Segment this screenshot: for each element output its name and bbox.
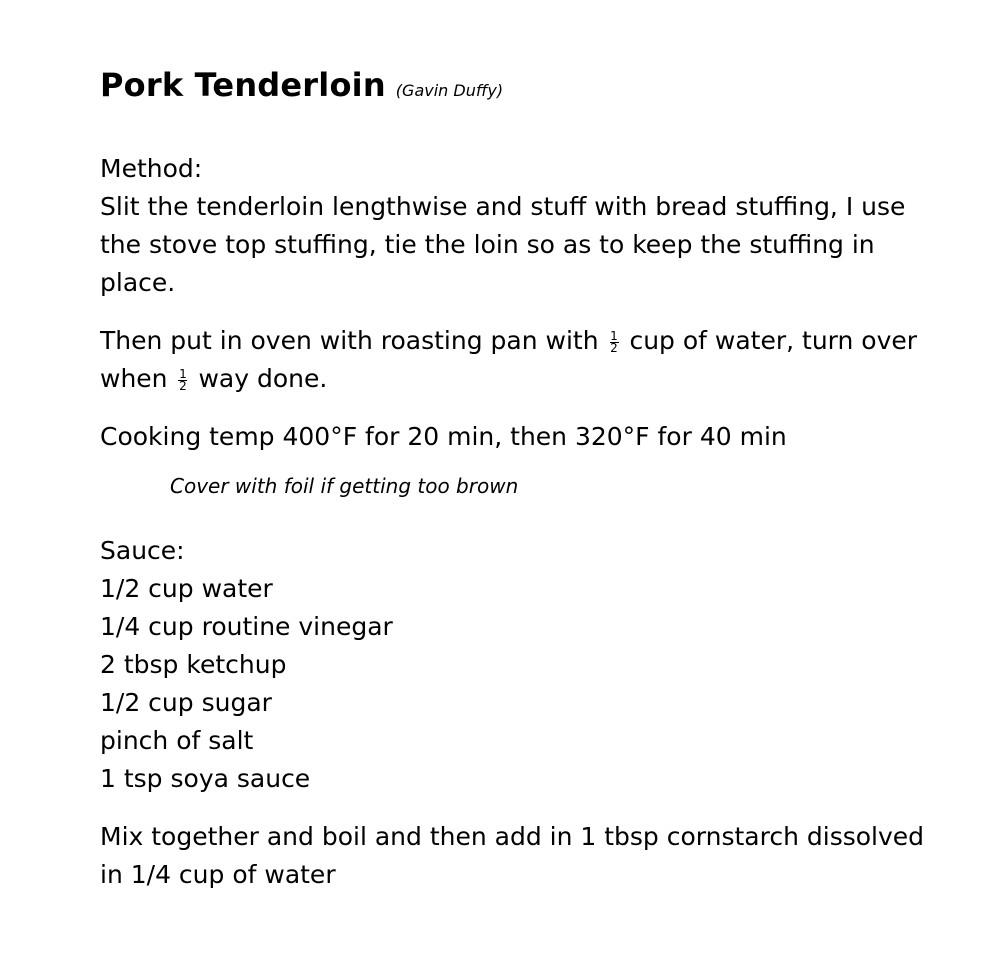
roasting-line-1 [100,322,950,360]
sauce-item: 1/4 cup routine vinegar [100,612,393,641]
sauce-heading: Sauce: [100,536,185,565]
method-paragraph [100,188,950,302]
title-row [100,66,950,104]
roasting-text-4: way done. [198,364,328,393]
roasting-text-3: when [100,364,168,393]
sauce-item: pinch of salt [100,726,254,755]
fraction-denominator: 2 [179,378,187,393]
roasting-paragraph [100,322,950,398]
method-heading: Method: [100,154,203,183]
recipe-author: (Gavin Duffy) [395,81,504,100]
sauce-item: 1/2 cup water [100,574,273,603]
recipe-page [100,66,950,914]
roasting-text-2: cup of water, turn over [629,326,918,355]
half-fraction [178,366,187,393]
foil-note: Cover with foil if getting too brown [170,474,519,498]
roasting-text-1: Then put in oven with roasting pan with [100,326,599,355]
roasting-line-2 [100,360,950,398]
method-text: Slit the tenderloin lengthwise and stuff with bread stuffing, I use the stove top stuffing, tie the loin so as to keep the stuffing in place. [100,192,906,297]
final-paragraph [100,818,950,894]
sauce-item: 2 tbsp ketchup [100,650,287,679]
half-fraction [610,328,619,355]
fraction-numerator: 1 [179,366,187,381]
fraction-numerator: 1 [610,328,618,343]
cooking-temp: Cooking temp 400°F for 20 min, then 320°F for 40 min [100,422,787,451]
fraction-denominator: 2 [610,340,618,355]
recipe-title: Pork Tenderloin [100,66,386,104]
sauce-list [100,570,950,798]
sauce-item: 1/2 cup sugar [100,688,272,717]
sauce-item: 1 tsp soya sauce [100,764,311,793]
final-text: Mix together and boil and then add in 1 tbsp cornstarch dissolved in 1/4 cup of water [100,822,925,889]
